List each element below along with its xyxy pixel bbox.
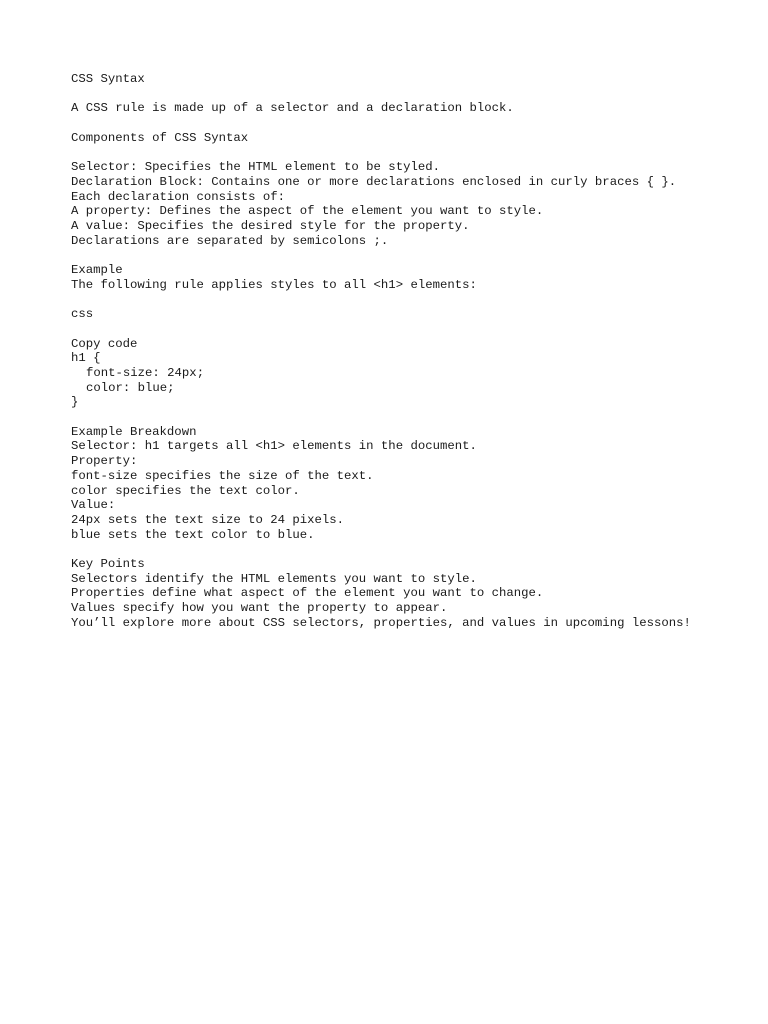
example-description: The following rule applies styles to all <h1> elements:: [71, 277, 477, 292]
components-line: Declarations are separated by semicolons ;.: [71, 233, 389, 248]
breakdown-line: Property:: [71, 454, 138, 469]
spacer: [71, 292, 711, 307]
breakdown-line: color specifies the text color.: [71, 483, 300, 498]
breakdown-line: Value:: [71, 498, 116, 513]
spacer: [71, 248, 711, 263]
components-line: Each declaration consists of:: [71, 189, 286, 204]
copy-code-button[interactable]: Copy code: [71, 336, 138, 351]
key-points-line: Values specify how you want the property to appear.: [71, 601, 448, 616]
key-points-heading: Key Points: [71, 557, 145, 572]
code-line-open: h1 {: [71, 351, 101, 366]
spacer: [71, 542, 711, 557]
components-line: A property: Defines the aspect of the element you want to style.: [71, 204, 544, 219]
breakdown-line: font-size specifies the size of the text.: [71, 468, 374, 483]
components-line: Selector: Specifies the HTML element to be styled.: [71, 160, 440, 175]
code-line-declaration: color: blue;: [86, 380, 175, 395]
example-heading: Example: [71, 263, 123, 278]
intro-paragraph: A CSS rule is made up of a selector and a declaration block.: [71, 101, 514, 116]
key-points-line: Selectors identify the HTML elements you want to style.: [71, 571, 477, 586]
breakdown-line: 24px sets the text size to 24 pixels.: [71, 512, 345, 527]
spacer: [71, 116, 711, 131]
breakdown-heading: Example Breakdown: [71, 424, 197, 439]
components-line: Declaration Block: Contains one or more declarations enclosed in curly braces { }.: [71, 174, 677, 189]
code-line-declaration: font-size: 24px;: [86, 365, 205, 380]
document-title: CSS Syntax: [71, 72, 145, 86]
code-line-close: }: [71, 395, 79, 410]
spacer: [71, 145, 711, 160]
key-points-line: You’ll explore more about CSS selectors, properties, and values in upcoming lessons!: [71, 615, 691, 630]
key-points-line: Properties define what aspect of the element you want to change.: [71, 586, 544, 601]
breakdown-line: blue sets the text color to blue.: [71, 527, 315, 542]
components-heading: Components of CSS Syntax: [71, 130, 249, 145]
spacer: [71, 410, 711, 425]
breakdown-line: Selector: h1 targets all <h1> elements in the document.: [71, 439, 477, 454]
spacer: [71, 322, 711, 337]
code-language-label: css: [71, 307, 94, 322]
document-body: [71, 72, 711, 631]
components-line: A value: Specifies the desired style for the property.: [71, 218, 470, 233]
spacer: [71, 87, 711, 102]
